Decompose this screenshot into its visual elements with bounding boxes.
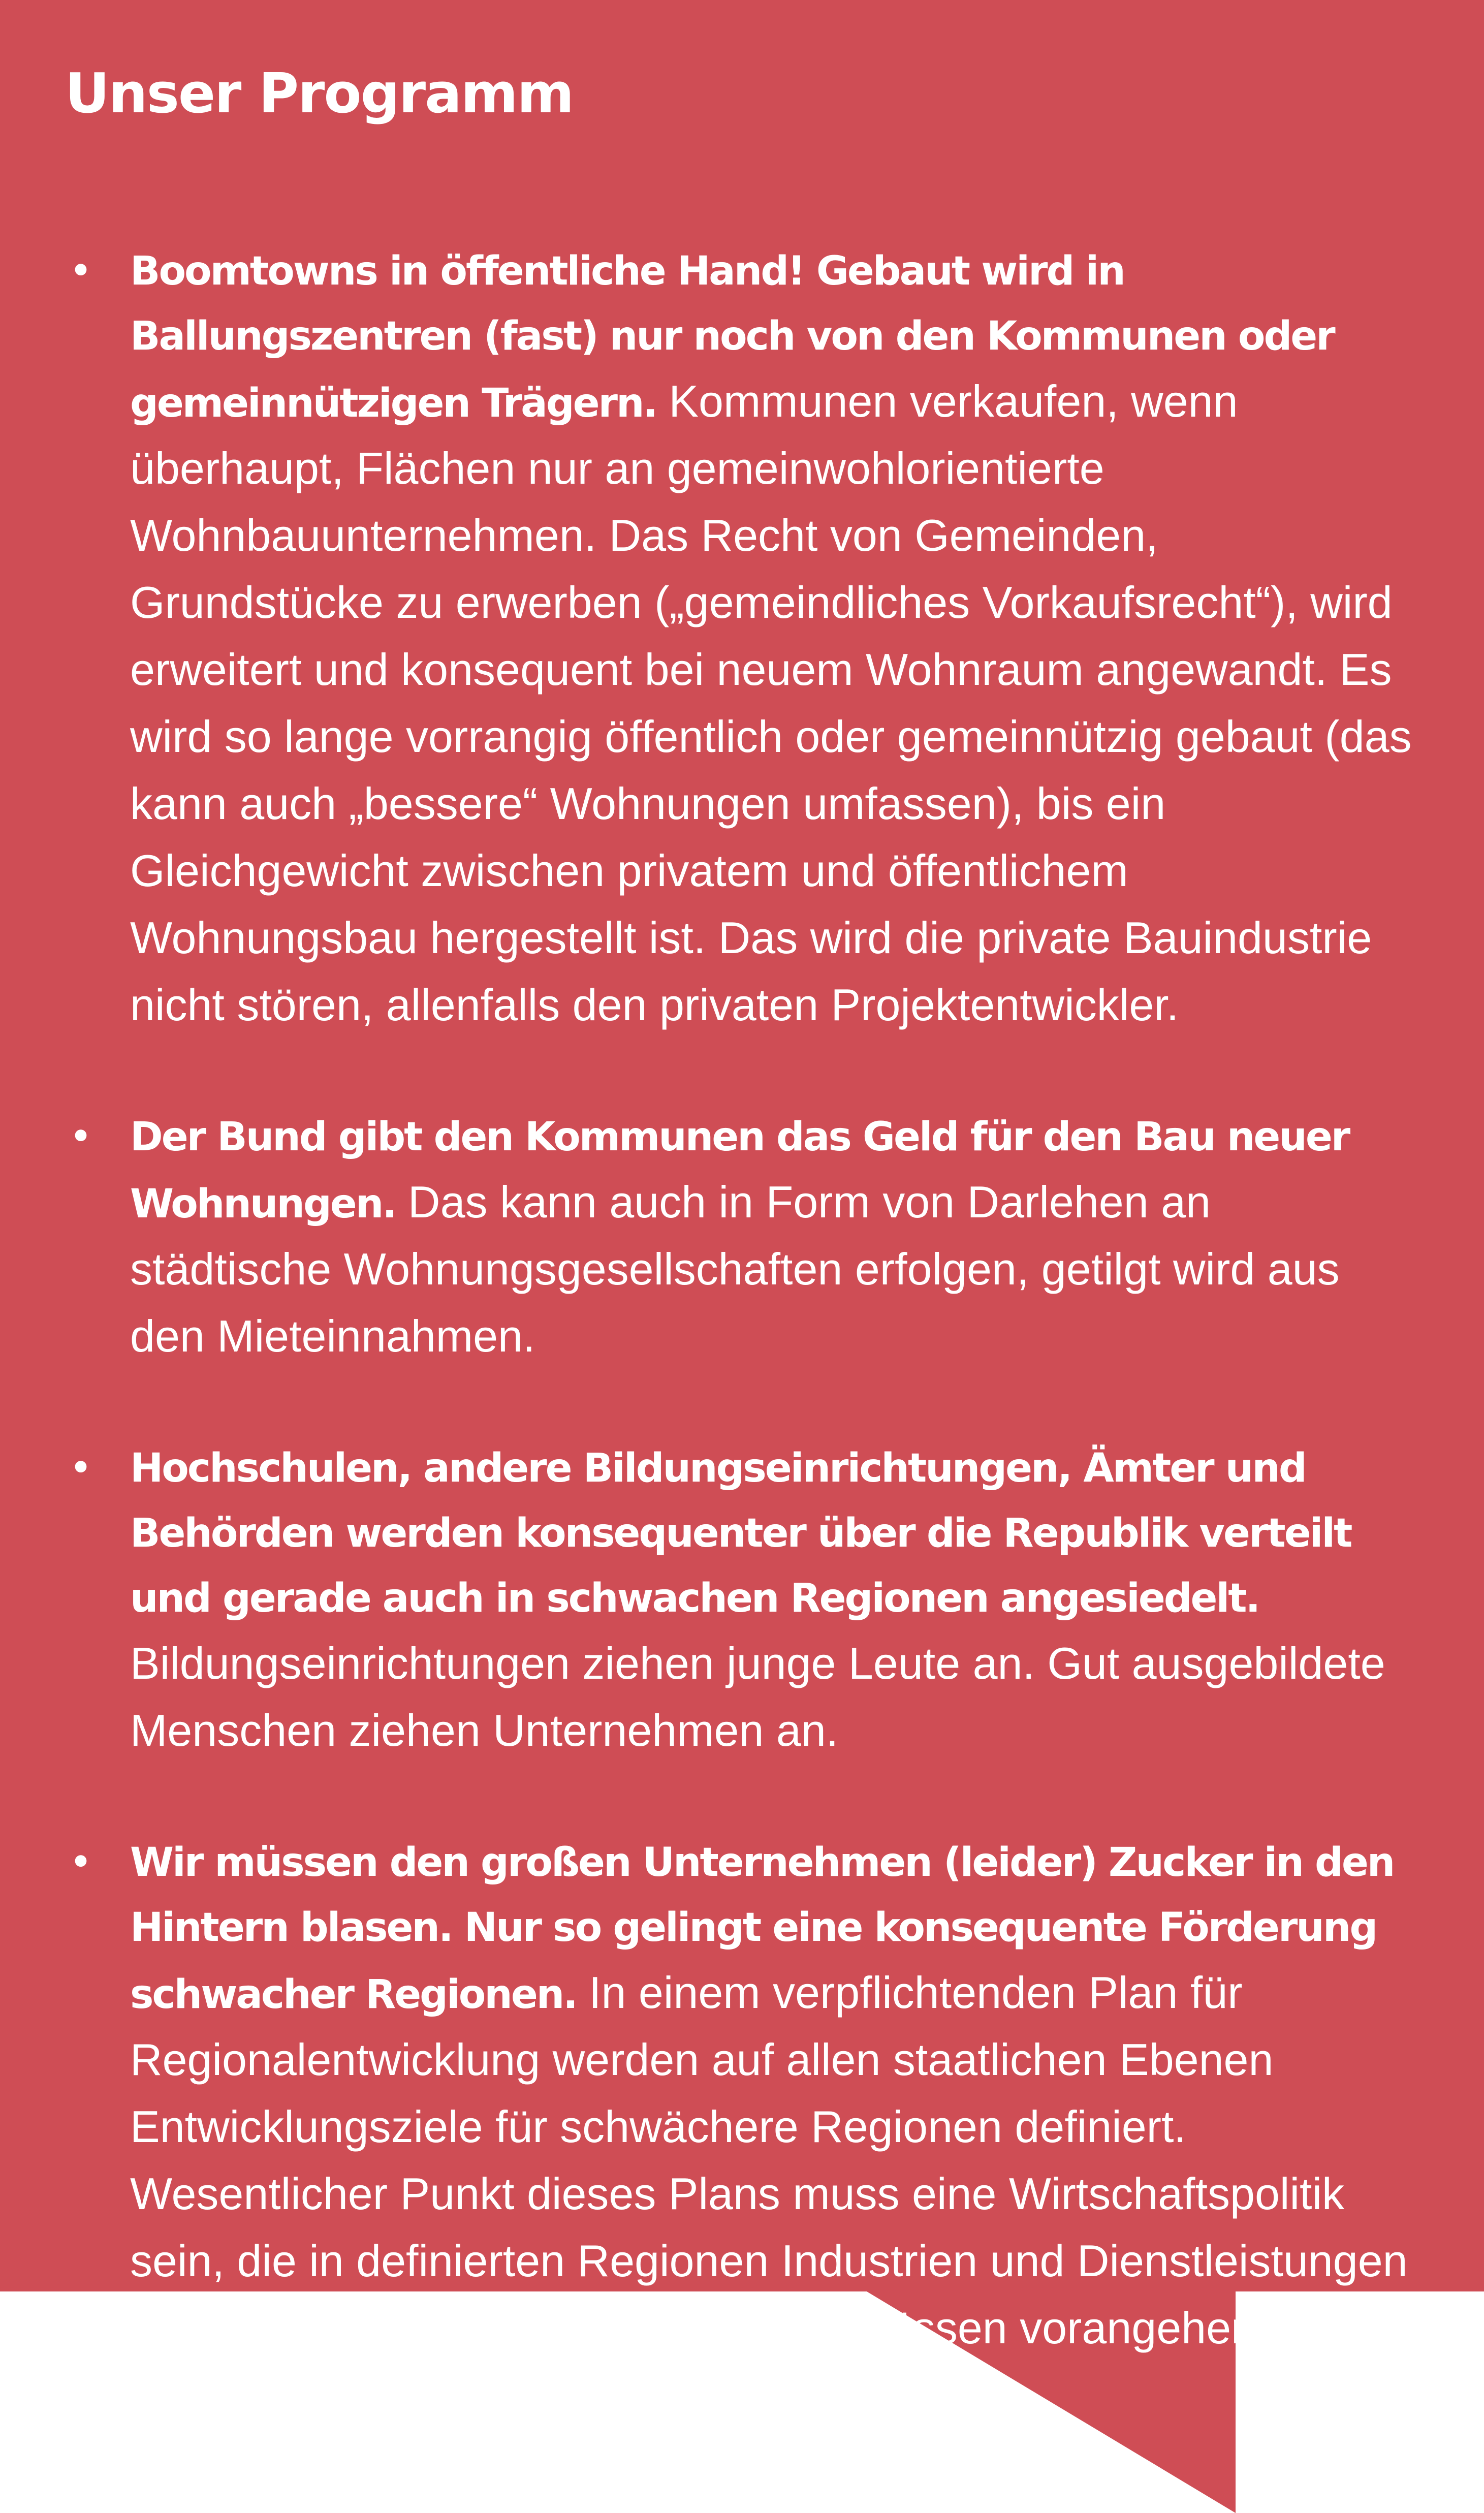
item-body: Bildungseinrichtungen ziehen junge Leute an. Gut ausgebildete Menschen ziehen Unternehmen an.	[130, 1638, 1385, 1755]
item-lead: Hochschulen, andere Bildungseinrichtungen, Ämter und Behörden werden konsequenter über die Republik verteilt und gerade auch in schwachen Regionen angesiedelt.	[130, 1446, 1351, 1621]
item-lead: Boomtowns in öffentliche Hand! Gebaut wird in Ballungszentren (fast) nur noch von den Kommunen oder gemeinnützigen Trägern.	[130, 248, 1334, 426]
bullet-icon: •	[69, 1446, 93, 1491]
list-item	[65, 1105, 1416, 1371]
item-body: In einem verpflichtenden Plan für Regionalentwicklung werden auf allen staatlichen Ebenen Entwicklungsziele für schwächere Regionen definiert. Wesentlicher Punkt dieses Plans muss eine Wirtschaftspolitik sein, die in definierten Regionen Industrien und Dienstleistungen ansiedelt. Die großen Unternehmen müssen vorangehen und gelockt werden.	[130, 1967, 1408, 2420]
item-body: Das kann auch in Form von Darlehen an städtische Wohnungsgesellschaften erfolgen, getilgt wird aus den Mieteinnahmen.	[130, 1177, 1340, 1361]
list-item	[65, 1436, 1416, 1765]
program-list	[65, 239, 1416, 2430]
item-body: Kommunen verkaufen, wenn überhaupt, Flächen nur an gemeinwohlorientierte Wohnbauunternehmen. Das Recht von Gemeinden, Grundstücke zu erwerben („gemeindliches Vorkaufsrecht“), wird erweitert und konsequent bei neuem Wohnraum angewandt. Es wird so lange vorrangig öffentlich oder gemeinnützig gebaut (das kann auch „bessere“ Wohnungen umfassen), bis ein Gleichgewicht zwischen privatem und öffentlichem Wohnungsbau hergestellt ist. Das wird die private Bauindustrie nicht stören, allenfalls den privaten Projektentwickler.	[130, 376, 1412, 1030]
page-title: Unser Programm	[65, 62, 574, 125]
item-lead: Wir müssen den großen Unternehmen (leider) Zucker in den Hintern blasen. Nur so gelingt eine konsequente Förderung schwacher Regionen.	[130, 1840, 1394, 2018]
list-item	[65, 239, 1416, 1040]
program-content	[65, 56, 1416, 2495]
bullet-icon: •	[69, 248, 93, 294]
bullet-icon: •	[69, 1840, 93, 1886]
item-lead: Der Bund gibt den Kommunen das Geld für den Bau neuer Wohnungen.	[130, 1114, 1349, 1227]
list-item	[65, 1830, 1416, 2430]
bullet-icon: •	[69, 1114, 93, 1160]
